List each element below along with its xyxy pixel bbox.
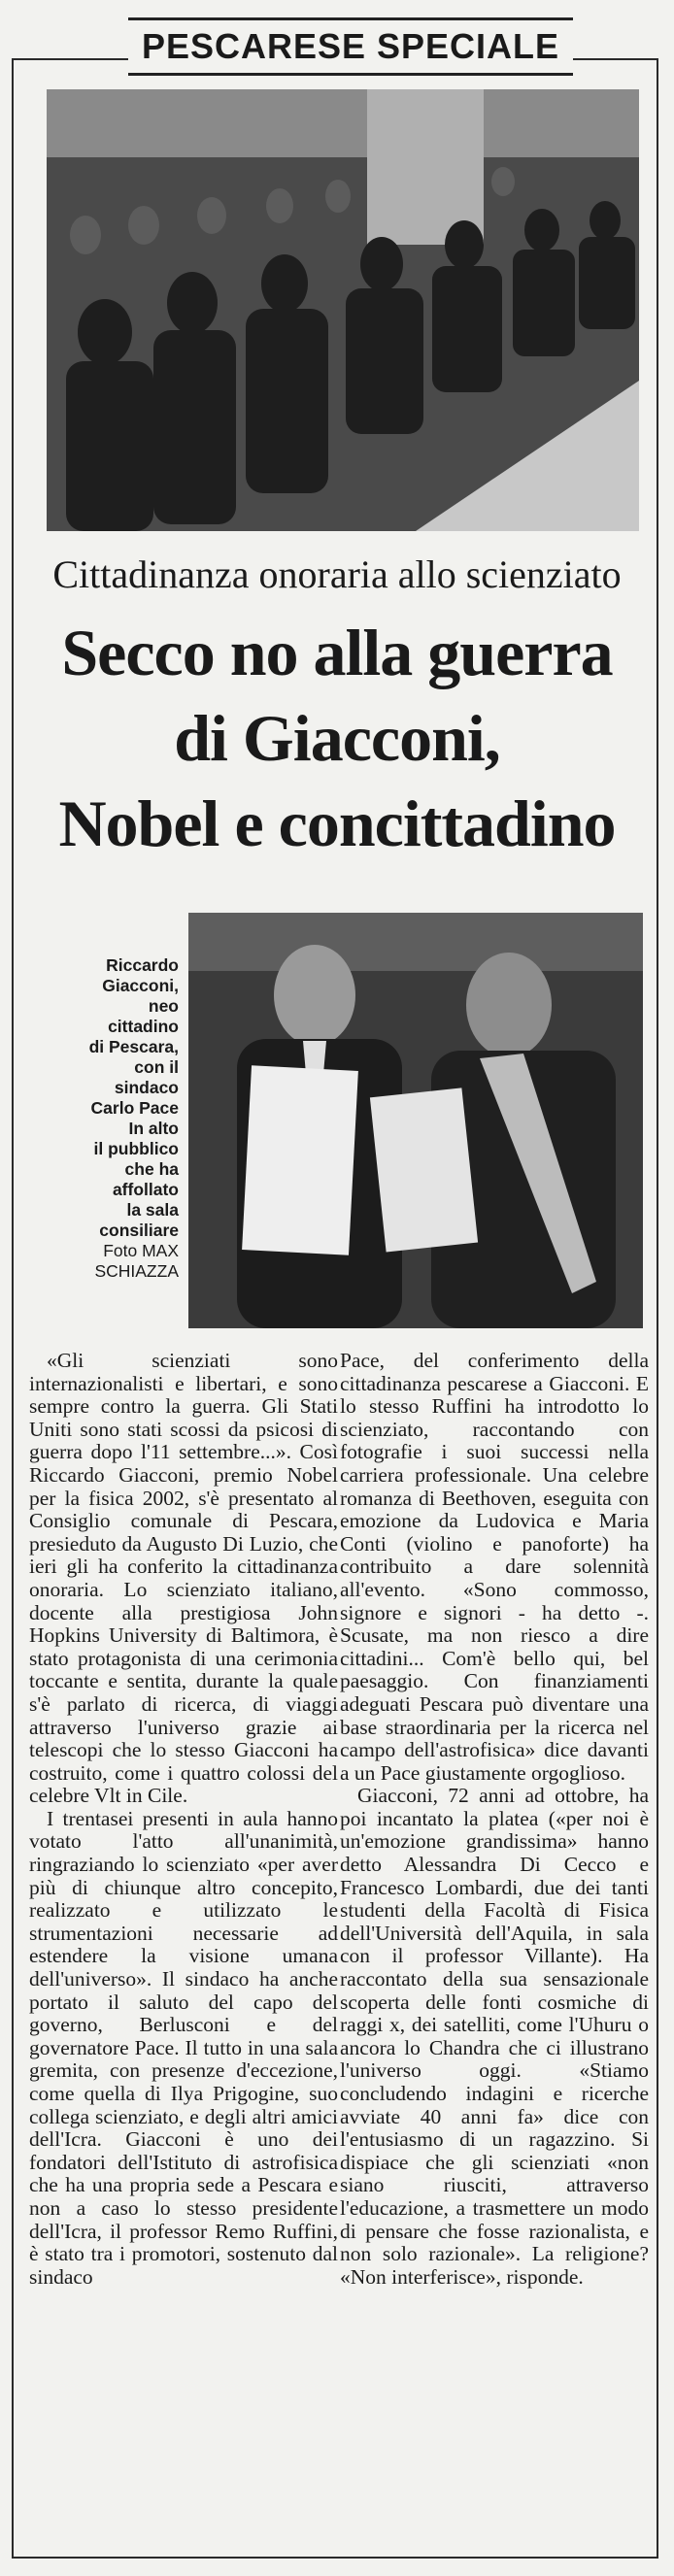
photo-caption [23, 955, 179, 1282]
photo-credit: SCHIAZZA [94, 1261, 179, 1281]
paragraph: Pace, del conferimento della cittadinanza pescarese a Giacconi. E lo stesso Ruffini ha introdotto lo scienziato, raccontando con fotografie i suoi successi nella carriera professionale. Una celebre romanza di Beethoven, eseguita con emozione da Ludovica e Maria Conti (violino e panoforte) ha contribuito a dare solennità all'evento. «Sono commosso, signore e signori - ha detto -. Scusate, ma non riesco a dire cittadini... Com'è bello qui, bel paesaggio. Con finanziamenti adeguati Pescara può diventare una base straordinaria per la ricerca nel campo dell'astrofisica» dice davanti a un Pace giustamente orgoglioso. [340, 1349, 649, 1785]
portrait-photo-graphic [188, 913, 643, 1328]
audience-photo [47, 89, 639, 531]
caption-line: affollato [112, 1180, 179, 1199]
section-rubric: PESCARESE SPECIALE [128, 17, 573, 76]
caption-line: consiliare [99, 1221, 179, 1240]
paragraph: «Gli scienziati sono internazionalisti e libertari, e sono sempre contro la guerra. Gli Stati Uniti sono stati scossi da psicosi di guerra dopo l'11 settembre...». Così Riccardo Giacconi, premio Nobel per la fisica 2002, s'è presentato al Consiglio comunale di Pescara, presieduto da Augusto Di Luzio, che ieri gli ha conferito la cittadinanza onoraria. Lo scienziato italiano, docente alla prestigiosa John Hopkins University di Baltimora, è stato protagonista di una cerimonia toccante e sentita, durante la quale s'è parlato di ricerca, di viaggi attraverso l'universo grazie ai telescopi che lo stesso Giacconi ha costruito, come i quattro colossi del celebre Vlt in Cile. [29, 1349, 338, 1808]
caption-line: che ha [124, 1159, 179, 1179]
headline-line: Secco no alla guerra [61, 616, 613, 689]
article-column-1 [29, 1350, 338, 2289]
headline-line: di Giacconi, [174, 701, 500, 775]
caption-line: neo [148, 996, 179, 1016]
caption-line: sindaco [114, 1078, 179, 1097]
caption-line: Riccardo [106, 955, 179, 975]
photo-credit: Foto MAX [103, 1241, 179, 1260]
paragraph: Giacconi, 72 anni ad ottobre, ha poi incantato la platea («per noi è un'emozione grandissima» hanno detto Alessandra Di Cecco e Francesco Lombardi, due dei tanti studenti della Facoltà di Fisica dell'Università dell'Aquila, in sala con il professor Villante). Ha raccontato della sua sensazionale scoperta delle fonti cosmiche di raggi x, dei satelliti, come l'Uhuru o ancora lo Chandra che ci illustrano l'universo oggi. «Stiamo concludendo indagini e ricerche avviate 40 anni fa» dice con l'entusiasmo di un ragazzino. Si dispiace che gli scienziati «non siano riusciti, attraverso l'educazione, a trasmettere un modo di pensare che fosse razionalista, e non solo razionale». La religione? «Non interferisce», risponde. [340, 1784, 649, 2289]
caption-line: Carlo Pace [90, 1098, 179, 1118]
caption-line: il pubblico [93, 1139, 179, 1158]
caption-line: Giacconi, [102, 976, 179, 995]
caption-line: la sala [126, 1200, 179, 1220]
kicker: Cittadinanza onoraria allo scienziato [52, 552, 622, 596]
paragraph: I trentasei presenti in aula hanno votato l'atto all'unanimità, ringraziando lo scienziato «per aver più di chiunque altro concepito, realizzato e utilizzato le strumentazioni necessarie ad estendere la visione umana dell'universo». Il sindaco ha anche portato il saluto del capo del governo, Berlusconi e del governatore Pace. Il tutto in una sala gremita, con presenze d'eccezione, come quella di Ilya Prigogine, suo collega scienziato, e degli altri amici dell'Icra. Giacconi è uno dei fondatori dell'Istituto di astrofisica che ha una propria sede a Pescara e non a caso lo stesso presidente dell'Icra, il professor Remo Ruffini, è stato tra i promotori, sostenuto dal sindaco [29, 1806, 338, 2289]
audience-photo-graphic [47, 89, 639, 531]
portrait-photo [188, 913, 643, 1328]
caption-line: In alto [128, 1119, 179, 1138]
caption-line: cittadino [108, 1017, 179, 1036]
headline [19, 610, 655, 866]
caption-line: con il [134, 1057, 179, 1077]
article-column-2 [340, 1350, 649, 2289]
caption-line: di Pescara, [88, 1037, 179, 1056]
headline-line: Nobel e concittadino [58, 786, 616, 860]
